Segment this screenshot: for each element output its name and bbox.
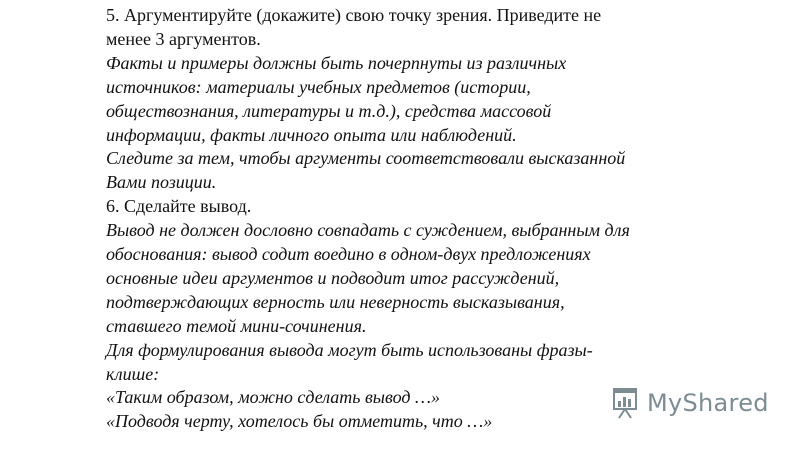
- presentation-board-icon: [611, 386, 639, 420]
- text-line: 6. Сделайте вывод.: [106, 196, 252, 217]
- text-line: Для формулирования вывода могут быть использованы фразы-: [106, 339, 593, 360]
- text-line: 5. Аргументируйте (докажите) свою точку зрения. Приведите не: [106, 5, 602, 25]
- text-line: Вами позиции.: [106, 172, 217, 193]
- text-line: Факты и примеры должны быть почерпнуты из различных: [106, 52, 567, 73]
- text-line: основные идеи аргументов и подводит итог рассуждений,: [106, 267, 560, 288]
- text-line: информации, факты личного опыта или наблюдений.: [106, 124, 517, 145]
- text-line: «Таким образом, можно сделать вывод …»: [106, 387, 440, 408]
- text-line: обществознания, литературы и т.д.), средства массовой: [106, 100, 552, 121]
- text-line: менее 3 аргументов.: [106, 28, 261, 49]
- text-line: обоснования: вывод содит воедино в одном-двух предложениях: [106, 244, 591, 264]
- text-line: источников: материалы учебных предметов (истории,: [106, 76, 531, 97]
- text-line: ставшего темой мини-сочинения.: [106, 315, 367, 336]
- text-line: подтверждающих верность или неверность высказывания,: [106, 291, 565, 312]
- watermark: [611, 381, 769, 425]
- watermark-text: MyShared: [647, 389, 769, 417]
- text-line: Следите за тем, чтобы аргументы соответствовали высказанной: [106, 148, 626, 169]
- text-line: «Подводя черту, хотелось бы отметить, что …»: [106, 411, 493, 432]
- text-line: клише:: [106, 363, 160, 384]
- text-line: Вывод не должен дословно совпадать с суждением, выбранным для: [106, 220, 630, 241]
